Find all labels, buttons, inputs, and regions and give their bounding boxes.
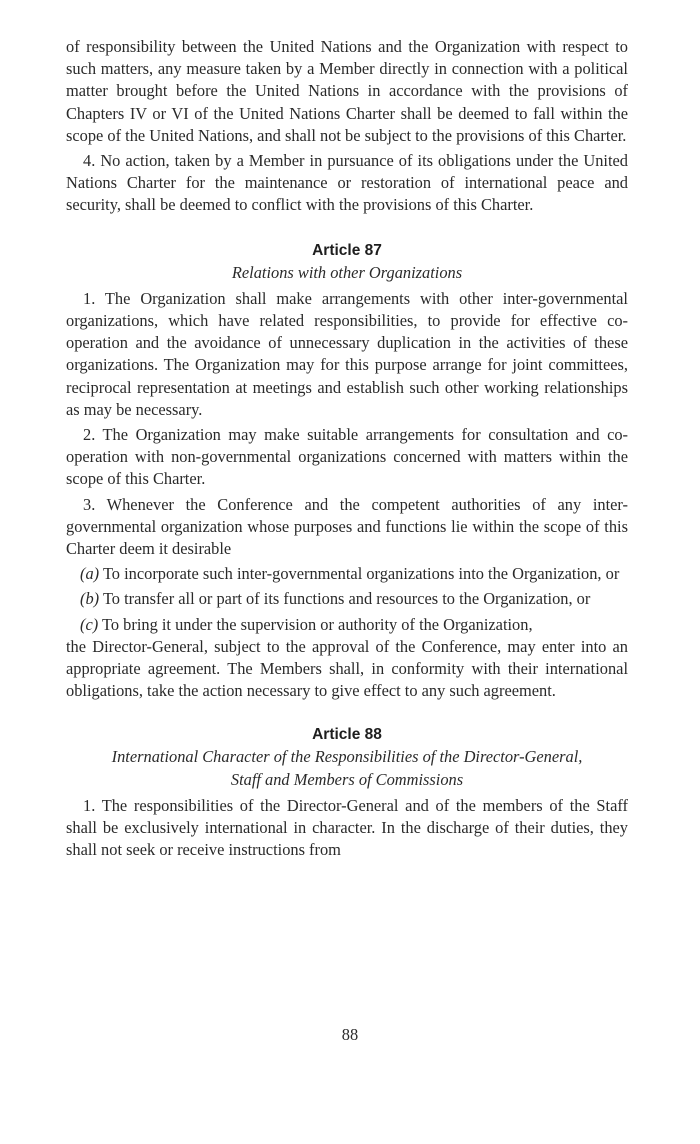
list-item-b-label: (b) — [80, 589, 100, 609]
page-number: 88 — [341, 1025, 359, 1044]
list-item-b — [66, 588, 628, 610]
article-88-subtitle-line-1: International Character of the Responsibilities of the Director-General, — [111, 747, 583, 767]
list-item-c-text: To bring it under the supervision or authority of the Organization, — [102, 614, 533, 634]
article-88-heading: Article 88 — [312, 726, 382, 744]
article-87-paragraph-1: 1. The Organization shall make arrangements with other inter-governmental organizations, which have related responsibilities, to provide for effective co-operation and the avoidance of unnecessary duplication in the activities of these organizations. The Organization may for this purpose arrange for joint committees, reciprocal representation at meetings and establish such other working relationships as may be necessary. — [66, 288, 628, 419]
paragraph-4: 4. No action, taken by a Member in pursuance of its obligations under the United Nations Charter for the maintenance or restoration of international peace and security, shall be deemed to conflict with the provisions of this Charter. — [66, 151, 628, 215]
list-item-a-label: (a) — [80, 564, 100, 584]
continued-paragraph: of responsibility between the United Nations and the Organization with respect to such matters, any measure taken by a Member directly in connection with a political matter brought before the United Nations in accordance with the provisions of Chapters IV or VI of the United Nations Charter shall be deemed to fall within the scope of the United Nations, and shall not be subject to the provisions of this Charter. — [66, 37, 628, 145]
article-87-paragraph-2: 2. The Organization may make suitable arrangements for consultation and co-operation with non-governmental organizations concerned with matters within the scope of this Charter. — [66, 425, 628, 489]
list-item-b-text: To transfer all or part of its functions and resources to the Organization, or — [102, 589, 591, 609]
article-87-heading: Article 87 — [312, 241, 382, 259]
document-page — [66, 36, 628, 862]
article-88-subtitle-line-2: Staff and Members of Commissions — [230, 769, 464, 789]
list-item-a-text: To incorporate such inter-governmental organizations into the Organization, or — [102, 564, 620, 584]
article-87-subtitle: Relations with other Organizations — [231, 262, 463, 282]
article-87-paragraph-3: 3. Whenever the Conference and the competent authorities of any inter-governmental organization whose purposes and functions lie within the scope of this Charter deem it desirable — [66, 494, 628, 559]
list-item-c — [66, 614, 628, 636]
article-88 — [66, 724, 628, 861]
article-87 — [66, 240, 628, 703]
list-item-a — [66, 563, 628, 585]
article-88-paragraph-1: 1. The responsibilities of the Director-General and of the members of the Staff shall be exclusively international in character. In the discharge of their duties, they shall not seek or receive instructions from — [66, 795, 628, 860]
list-item-c-label: (c) — [80, 614, 99, 634]
article-87-conclusion: the Director-General, subject to the approval of the Conference, may enter into an appropriate agreement. The Members shall, in conformity with their international obligations, take the action necessary to give effect to any such agreement. — [66, 636, 628, 701]
